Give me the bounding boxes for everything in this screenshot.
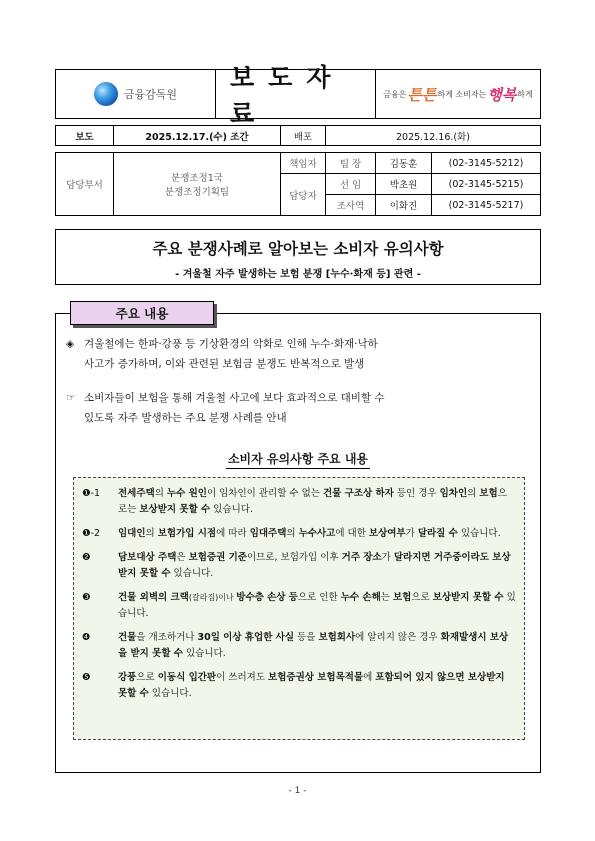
embargo-label: 보도 — [56, 126, 114, 146]
slogan — [376, 70, 540, 118]
person-phone: (02-3145-5212) — [432, 153, 541, 174]
caution-item — [82, 590, 516, 622]
item-number: ❸ — [82, 592, 91, 603]
slogan-script-1: 튼튼 — [407, 85, 437, 104]
item-number: ❶-1 — [82, 488, 100, 499]
caution-item — [82, 670, 516, 702]
item-text: 건물 외벽의 크랙(갈라짐)이나 방수층 손상 등으로 인한 누수 손해는 보험으로 보상받지 못할 수 있습니다. — [118, 592, 516, 619]
summary-box — [55, 313, 541, 773]
summary-bullet-2 — [66, 388, 538, 428]
diamond-bullet-icon: ◈ — [66, 338, 75, 350]
caution-list — [73, 477, 525, 740]
section-label: 주요 내용 — [70, 301, 214, 325]
bullet-2-line-2: 있도록 자주 발생하는 주요 분쟁 사례를 안내 — [84, 412, 287, 424]
responsible-label: 책임자 — [281, 153, 326, 174]
dept-names — [114, 153, 281, 216]
dept-line-1: 분쟁조정1국 — [171, 173, 223, 184]
person-phone: (02-3145-5217) — [432, 195, 541, 216]
globe-logo-icon — [94, 82, 118, 106]
item-number: ❷ — [82, 552, 91, 563]
caution-heading-wrap — [56, 448, 540, 467]
person-title: 선 임 — [326, 174, 376, 195]
bullet-1-line-1: 겨울철에는 한파·강풍 등 기상환경의 악화로 인해 누수·화재·낙하 — [84, 338, 378, 350]
press-header — [55, 63, 541, 128]
title-box — [55, 229, 541, 285]
person-name: 이화진 — [376, 195, 432, 216]
org-logo-cell — [56, 70, 216, 118]
person-title: 팀 장 — [326, 153, 376, 174]
bullet-2-line-1: 소비자들이 보험을 통해 겨울철 사고에 보다 효과적으로 대비할 수 — [84, 392, 385, 404]
page-subtitle: - 겨울철 자주 발생하는 보험 분쟁 [누수·화재 등] 관련 - — [175, 269, 421, 280]
org-name: 금융감독원 — [123, 88, 178, 101]
item-text: 임대인의 보험가입 시점에 따라 임대주택의 누수사고에 대한 보상여부가 달라질 수 있습니다. — [118, 528, 501, 539]
person-name: 김동훈 — [376, 153, 432, 174]
caution-item — [82, 526, 516, 542]
item-number: ❶-2 — [82, 528, 100, 539]
press-title-cell — [216, 63, 376, 128]
distribution-value: 2025.12.16.(화) — [326, 126, 541, 146]
staff-label: 담당자 — [281, 174, 326, 216]
caution-item — [82, 550, 516, 582]
page-number: - 1 - — [288, 786, 307, 796]
distribution-label: 배포 — [281, 126, 326, 146]
caution-item — [82, 630, 516, 662]
summary-bullet-1 — [66, 334, 538, 374]
caution-heading: 소비자 유의사항 주요 내용 — [226, 452, 370, 469]
item-number: ❺ — [82, 672, 91, 683]
item-text: 건물을 개조하거나 30일 이상 휴업한 사실 등을 보험회사에 알리지 않은 경우 화재발생시 보상을 받지 못할 수 있습니다. — [118, 632, 509, 659]
pointing-hand-icon: ☞ — [66, 392, 76, 404]
person-title: 조사역 — [326, 195, 376, 216]
item-text: 강풍으로 이동식 입간판이 쓰러져도 보험증권상 보험목적물에 포함되어 있지 않으면 보상받지 못할 수 있습니다. — [118, 672, 505, 699]
slogan-part-c: 하게 소비자는 — [437, 89, 487, 99]
item-text: 담보대상 주택은 보험증권 기준이므로, 보험가입 이후 거주 장소가 달라지면 거주중이라도 보상받지 못할 수 있습니다. — [118, 552, 511, 579]
dept-label: 담당부서 — [56, 153, 114, 216]
caution-item — [82, 486, 516, 518]
press-title: 보도자료 — [230, 63, 345, 128]
dept-line-2: 분쟁조정기획팀 — [164, 187, 230, 198]
embargo-value: 2025.12.17.(수) 조간 — [114, 126, 281, 146]
slogan-script-2: 행복 — [487, 85, 517, 104]
page-title: 주요 분쟁사례로 알아보는 소비자 유의사항 — [152, 240, 444, 258]
contacts-table — [55, 152, 541, 216]
item-text: 전세주택의 누수 원인이 임차인이 관리할 수 없는 건물 구조상 하자 등인 경우 임차인의 보험으로는 보상받지 못할 수 있습니다. — [118, 488, 507, 515]
person-name: 박초원 — [376, 174, 432, 195]
slogan-part-e: 하게 — [517, 89, 533, 99]
bullet-1-line-2: 사고가 증가하며, 이와 관련된 보험금 분쟁도 반복적으로 발생 — [84, 358, 365, 370]
release-table — [55, 125, 541, 146]
slogan-part-a: 금융은 — [383, 89, 407, 99]
item-number: ❹ — [82, 632, 91, 643]
person-phone: (02-3145-5215) — [432, 174, 541, 195]
